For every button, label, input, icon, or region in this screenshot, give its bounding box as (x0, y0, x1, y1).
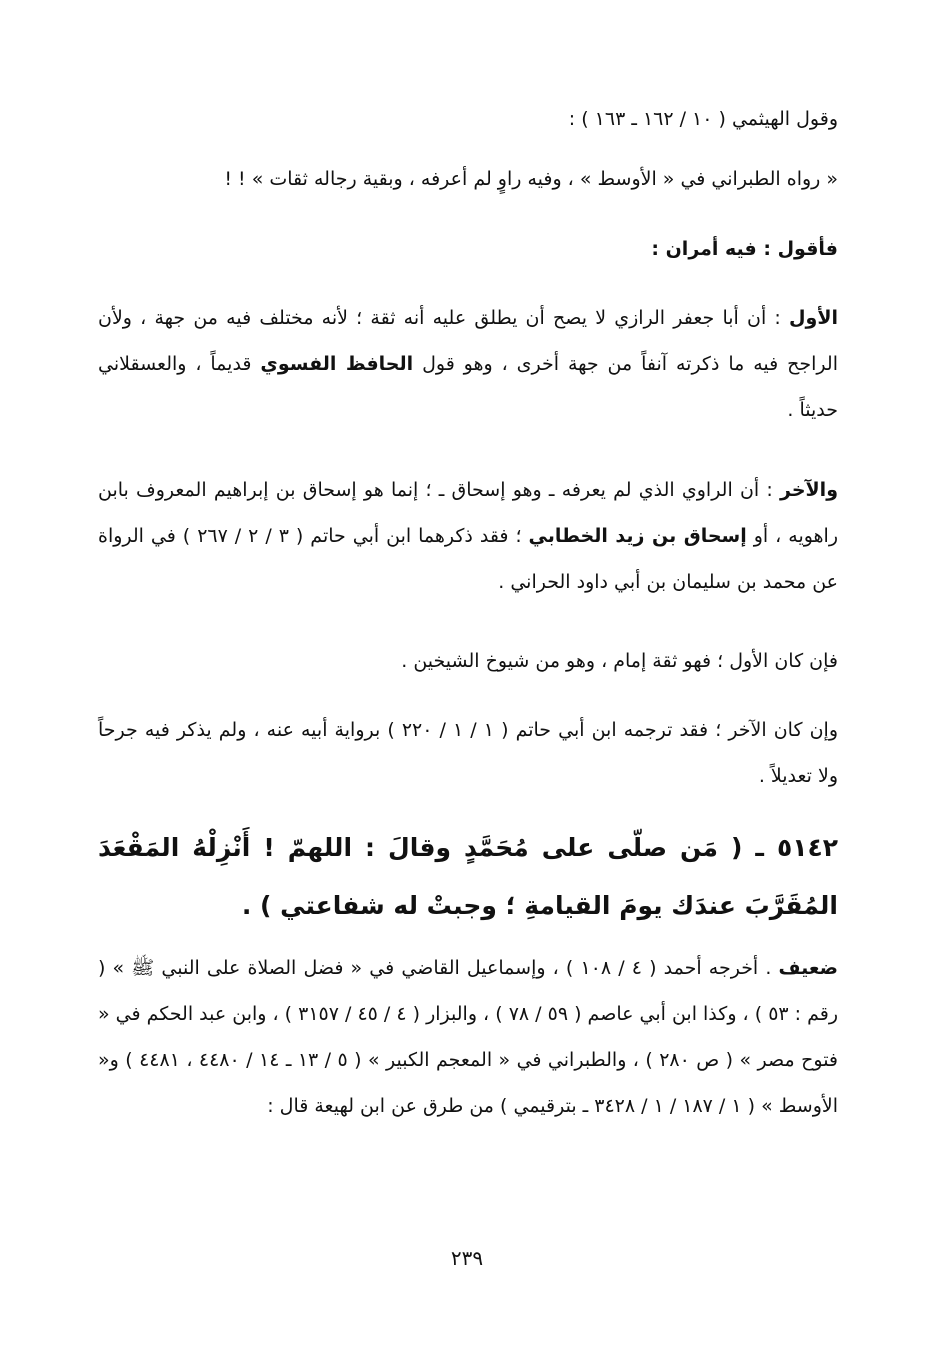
paragraph-if-second: وإن كان الآخر ؛ فقد ترجمه ابن أبي حاتم ( ١ / ١ / ٢٢٠ ) برواية أبيه عنه ، ولم يذكر فيه جرحاً ولا تعديلاً . (98, 719, 839, 787)
paragraph-second-matter (98, 467, 838, 605)
paragraph-if-first: فإن كان الأول ؛ فهو ثقة إمام ، وهو من شيوخ الشيخين . (401, 650, 838, 672)
paragraph-takhrij (98, 945, 838, 1129)
paragraph-first-matter (98, 295, 838, 433)
second-matter-tail: ؛ فقد ذكرهما ابن أبي حاتم ( ٣ / ٢ / ٢٦٧ ) في الرواة عن محمد بن سليمان بن أبي داود الحراني . (98, 525, 838, 593)
hadith-heading-5142: ٥١٤٢ ـ ( مَن صلّى على مُحَمَّدٍ وقالَ : اللهمّ ! أَنْزِلْهُ المَقْعَدَ المُقَرَّبَ عندَك يومَ القيامةِ ؛ وجبتْ له شفاعتي ) . (98, 833, 838, 920)
first-matter-bold-name: الحافظ الفسوي (260, 353, 414, 375)
takhrij-text: . أخرجه أحمد ( ٤ / ١٠٨ ) ، وإسماعيل القاضي في « فضل الصلاة على النبي ﷺ » ( رقم : ٥٣ ) ، وكذا ابن أبي عاصم ( ٥٩ / ٧٨ ) ، والبزار ( ٤ / ٤٥ / ٣١٥٧ ) ، وابن عبد الحكم في « فتوح مصر » ( ص ٢٨٠ ) ، والطبراني في « المعجم الكبير » ( ٥ / ١٣ ـ ١٤ / ٤٤٨٠ ، ٤٤٨١ ) و« الأوسط » ( ١ / ١٨٧ / ١ / ٣٤٢٨ ـ بترقيمي ) من طرق عن ابن لهيعة قال : (98, 957, 839, 1117)
paragraph-haythami-quote-intro: وقول الهيثمي ( ١٠ / ١٦٢ ـ ١٦٣ ) : (568, 108, 838, 130)
page-number: ٢٣٩ (450, 1246, 484, 1270)
first-matter-label: الأول (789, 307, 838, 329)
first-matter-tail: قديماً ، والعسقلاني حديثاً . (98, 353, 838, 421)
paragraph-two-matters: فأقول : فيه أمران : (651, 238, 838, 260)
paragraph-tabarani-quote: « رواه الطبراني في « الأوسط » ، وفيه راوٍ لم أعرفه ، وبقية رجاله ثقات » ! ! (224, 168, 838, 190)
second-matter-text: : أن الراوي الذي لم يعرفه ـ وهو إسحاق ـ ؛ إنما هو إسحاق بن إبراهيم المعروف بابن راهويه ، أو (98, 479, 839, 547)
first-matter-text: : أن أبا جعفر الرازي لا يصح أن يطلق عليه أنه ثقة ؛ لأنه مختلف فيه من جهة ، ولأن الراجح فيه ما ذكرته آنفاً من جهة أخرى ، وهو قول (98, 307, 838, 375)
second-matter-bold-name: إسحاق بن زيد الخطابي (528, 525, 747, 547)
grading-label: ضعيف (778, 957, 838, 979)
second-matter-label: والآخر (780, 479, 838, 501)
